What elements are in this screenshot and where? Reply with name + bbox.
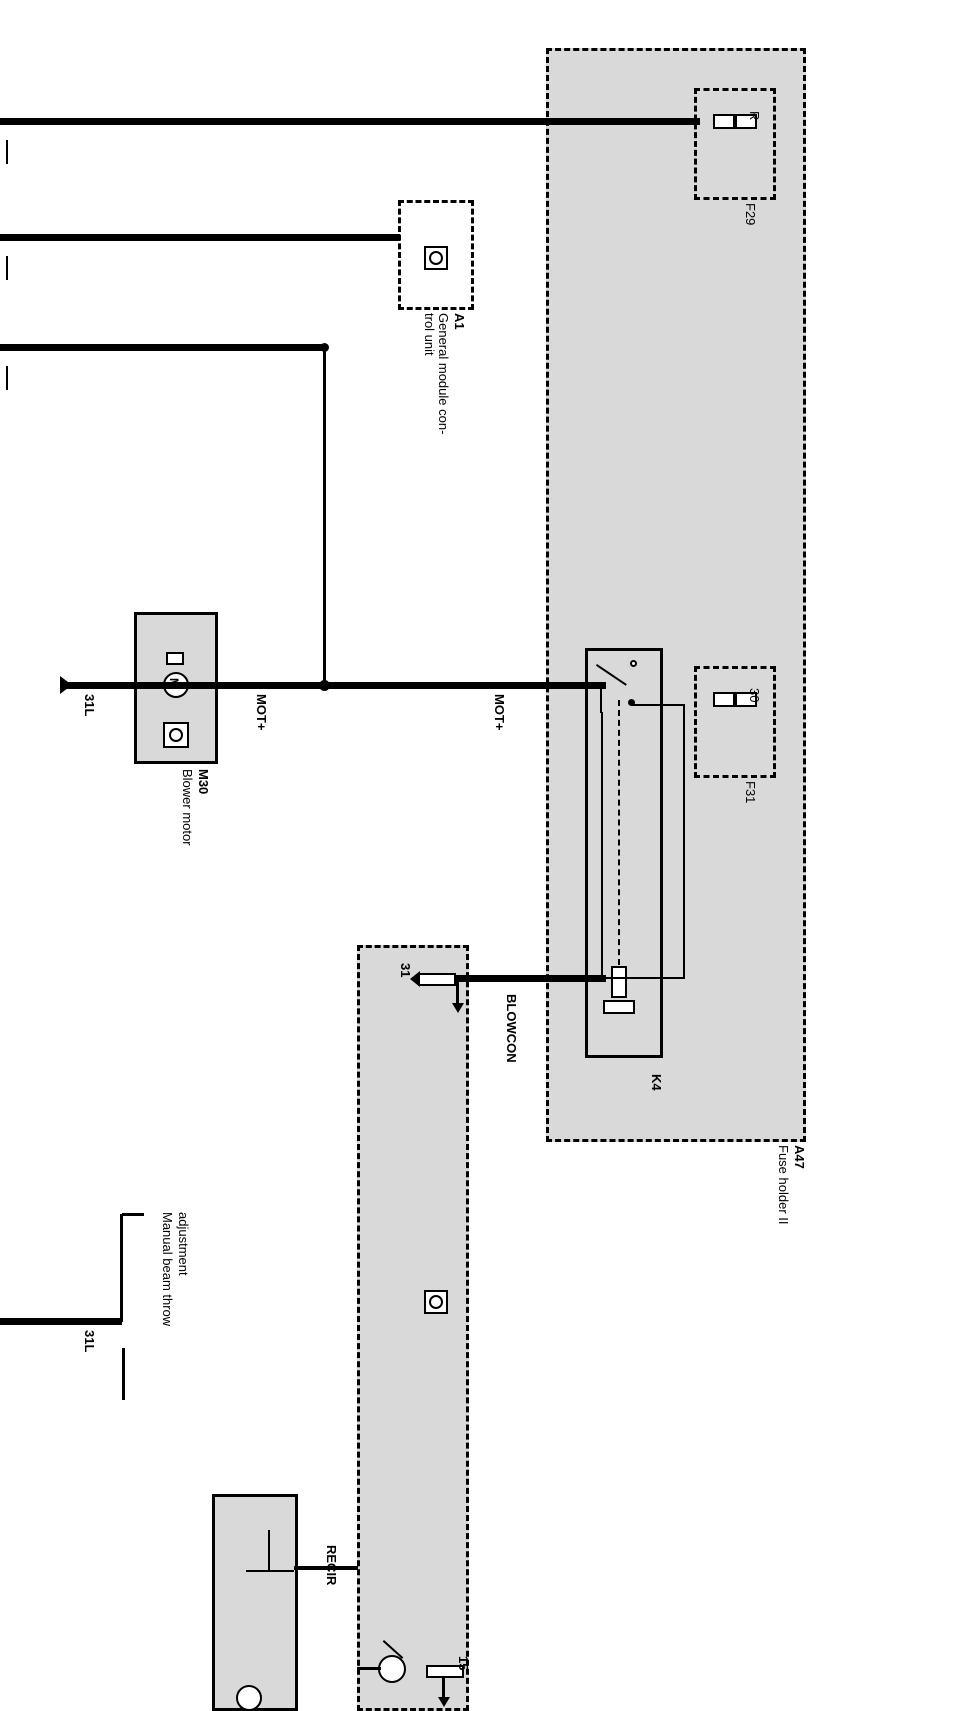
- wire-lower-left-to-block: [294, 1566, 358, 1570]
- wire-label-31l-lower: 31L: [82, 1330, 97, 1353]
- block-a47-name: Fuse holder II: [776, 1145, 791, 1225]
- block-lower-control-unit: [357, 945, 469, 1711]
- block-m30-code: M30: [196, 769, 211, 795]
- block-lower-left-module: [212, 1494, 298, 1711]
- annotation-beam-line2: adjustment: [176, 1212, 191, 1276]
- wire-branch-top: [0, 344, 326, 351]
- terminal-31-lead-arrow: [452, 1003, 464, 1013]
- connector-arrow-31l: [60, 676, 72, 694]
- wire-f29-feed: [0, 118, 700, 125]
- wire-label-motplus-2: MOT+: [492, 694, 507, 731]
- block-a1-name: General module con-: [436, 313, 451, 435]
- wire-blowcon: [456, 975, 606, 982]
- fuse-f31-box: [694, 666, 776, 778]
- wire-label-15: 15: [456, 1656, 471, 1671]
- block-k4-code: K4: [649, 1074, 664, 1091]
- relay-wire-bottom: [601, 977, 685, 979]
- wire-31l-lower: [0, 1318, 122, 1325]
- wire-label-motplus-1: MOT+: [254, 694, 269, 731]
- relay-coil-link: [618, 700, 620, 975]
- block-a47-code: A47: [792, 1145, 807, 1169]
- relay-coil-base: [603, 1000, 635, 1014]
- wire-beam-bracket-top: [122, 1213, 144, 1216]
- fuse-f31-label: F31: [743, 781, 758, 804]
- relay-wire-left: [601, 712, 603, 977]
- recirc-motor-icon: [378, 1655, 406, 1683]
- relay-coil: [611, 966, 627, 998]
- wire-beam-bracket-down: [122, 1348, 125, 1400]
- lower-left-lead: [268, 1530, 270, 1570]
- fuse-f31-terminal: 30: [747, 688, 762, 703]
- terminal-15-lead-arrow: [438, 1697, 450, 1707]
- wire-branch-vertical: [323, 348, 326, 686]
- terminal-31-element: [418, 973, 456, 986]
- wire-a1-feed: [0, 234, 400, 241]
- module-icon: [429, 251, 443, 265]
- fuse-f31-tab: [733, 692, 737, 707]
- edge-stub-1: [6, 140, 8, 164]
- relay-wire-right: [683, 704, 685, 979]
- relay-contact-pivot: [630, 660, 637, 667]
- fuse-f29-label: F29: [743, 203, 758, 226]
- fuse-f29-terminal: R: [747, 111, 762, 121]
- wire-mot-plus-to-relay: [556, 682, 606, 689]
- block-a1-name2: trol unit: [422, 313, 437, 356]
- wire-31l-to-motor: [62, 682, 207, 689]
- blower-resistor-icon: [166, 652, 184, 665]
- fuse-f29-box: [694, 88, 776, 200]
- edge-stub-3: [6, 366, 8, 390]
- annotation-beam-line1: Manual beam throw: [160, 1212, 175, 1327]
- wire-label-31: 31: [398, 963, 413, 978]
- recirc-wire-in: [357, 1667, 381, 1670]
- lower-module-icon: [429, 1295, 443, 1309]
- wire-label-31l: 31L: [82, 694, 97, 717]
- edge-stub-2: [6, 256, 8, 280]
- wire-label-blowcon: BLOWCON: [504, 994, 519, 1063]
- lower-left-motor-icon: [236, 1685, 262, 1711]
- wire-mot-plus-bus: [190, 682, 560, 689]
- block-a1-code: A1: [452, 313, 467, 330]
- blower-module-icon: [169, 728, 183, 742]
- fuse-f29-tab: [733, 114, 737, 129]
- relay-wire-to-fuse: [632, 704, 685, 706]
- lower-left-bus: [246, 1570, 294, 1572]
- block-m30-name: Blower motor: [180, 769, 195, 846]
- wire-beam-bracket-vert: [120, 1214, 123, 1322]
